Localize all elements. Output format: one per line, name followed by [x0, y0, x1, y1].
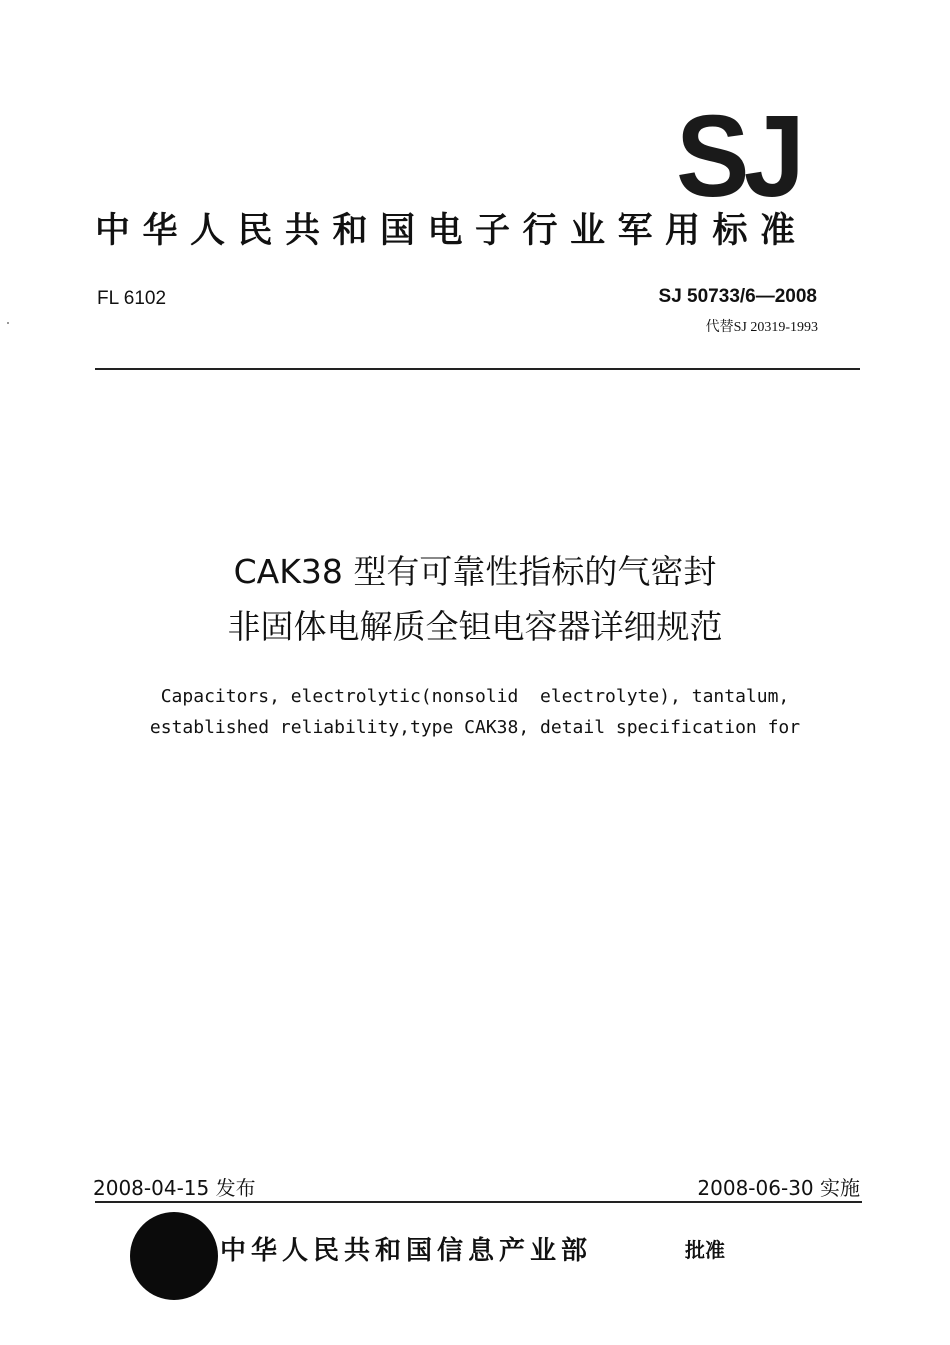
standard-number: SJ 50733/6—2008: [658, 286, 817, 307]
top-divider: [95, 368, 860, 370]
ministry-seal-icon: [130, 1212, 218, 1300]
title-english-line-1: [60, 686, 890, 708]
title-chinese-line-2: 非固体电解质全钽电容器详细规范: [227, 607, 723, 646]
scan-mark: [7, 322, 9, 324]
sj-logo: SJ: [676, 91, 800, 221]
issue-date: 2008-04-15 发布: [93, 1176, 256, 1200]
title-english-text-1: Capacitors, electrolytic(nonsolid electrolyte), tantalum,: [160, 686, 790, 707]
issuing-ministry: 中华人民共和国信息产业部: [220, 1236, 593, 1266]
approved-label: 批准: [685, 1238, 725, 1262]
implementation-date: 2008-06-30 实施: [697, 1176, 860, 1200]
replaces-standard: 代替SJ 20319-1993: [705, 320, 818, 335]
standard-class-title: 中华人民共和国电子行业军用标准: [95, 211, 808, 251]
bottom-divider: [95, 1201, 862, 1203]
fl-code: FL 6102: [97, 288, 167, 309]
title-chinese-line-1: CAK38 型有可靠性指标的气密封: [233, 552, 717, 591]
title-english-text-2: established reliability,type CAK38, detail specification for: [149, 717, 801, 738]
title-english-line-2: [60, 717, 890, 739]
